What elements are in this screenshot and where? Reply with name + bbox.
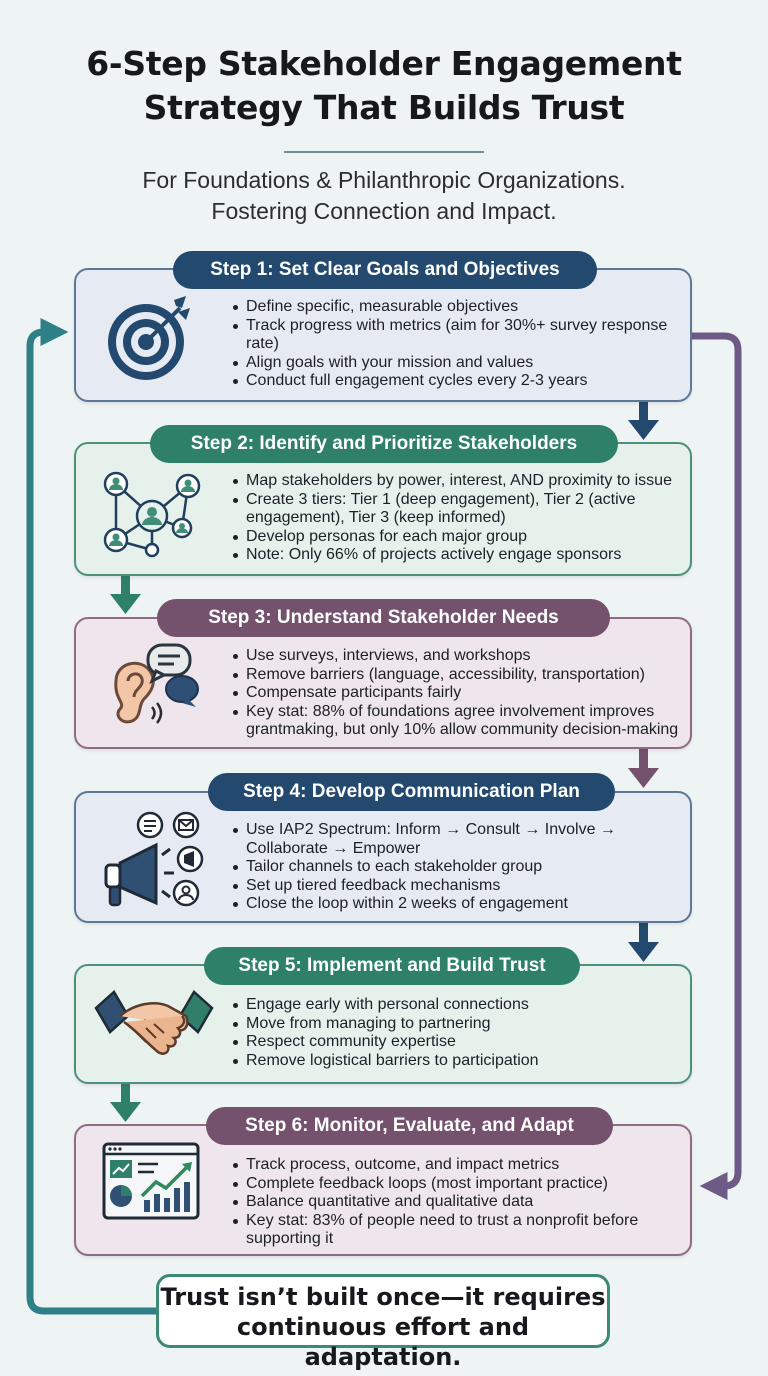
subtitle-line-2: Fostering Connection and Impact. [211, 198, 557, 224]
list-item: Map stakeholders by power, interest, AND proximity to issue [232, 472, 686, 491]
list-item: Remove logistical barriers to participation [232, 1052, 686, 1071]
list-item: Conduct full engagement cycles every 2-3 years [232, 372, 686, 391]
list-item: Use IAP2 Spectrum: Inform → Consult → Involve → Collaborate → Empower [232, 821, 686, 858]
list-item: Engage early with personal connections [232, 996, 686, 1015]
list-item: Tailor channels to each stakeholder group [232, 858, 686, 877]
target-icon [104, 294, 194, 384]
list-item: Balance quantitative and qualitative data [232, 1193, 686, 1212]
list-item: Align goals with your mission and values [232, 354, 686, 373]
step-4-bullets [232, 821, 686, 914]
list-item: Track progress with metrics (aim for 30%+ survey response rate) [232, 317, 686, 354]
megaphone-icon [96, 805, 206, 915]
list-item: Close the loop within 2 weeks of engagement [232, 895, 686, 914]
step-2-title: Step 2: Identify and Prioritize Stakeholders [150, 425, 618, 463]
step-4-title: Step 4: Develop Communication Plan [208, 773, 615, 811]
arrow-step4-to-step5 [628, 920, 659, 962]
step-5-bullets [232, 996, 686, 1070]
list-item: Key stat: 83% of people need to trust a nonprofit before supporting it [232, 1212, 686, 1249]
title-line-2: Strategy That Builds Trust [143, 88, 625, 127]
list-item: Respect community expertise [232, 1033, 686, 1052]
callout-line-2: continuous effort and adaptation. [236, 1313, 530, 1371]
step-3-title: Step 3: Understand Stakeholder Needs [157, 599, 610, 637]
list-item: Use surveys, interviews, and workshops [232, 647, 686, 666]
title-line-1: 6-Step Stakeholder Engagement [86, 44, 682, 83]
list-item: Develop personas for each major group [232, 528, 686, 547]
step-6-title: Step 6: Monitor, Evaluate, and Adapt [206, 1107, 613, 1145]
ear-speech-icon [102, 637, 202, 737]
network-icon [102, 470, 202, 560]
list-item: Move from managing to partnering [232, 1015, 686, 1034]
list-item: Track process, outcome, and impact metrics [232, 1156, 686, 1175]
subtitle-line-1: For Foundations & Philanthropic Organizations. [142, 167, 626, 193]
step-1-title: Step 1: Set Clear Goals and Objectives [173, 251, 597, 289]
handshake-icon [94, 986, 214, 1066]
step-3-bullets [232, 647, 686, 740]
list-item: Note: Only 66% of projects actively engage sponsors [232, 546, 686, 565]
step-5-title: Step 5: Implement and Build Trust [204, 947, 580, 985]
list-item: Set up tiered feedback mechanisms [232, 877, 686, 896]
step-6-bullets [232, 1156, 686, 1249]
list-item: Remove barriers (language, accessibility, transportation) [232, 666, 686, 685]
list-item: Compensate participants fairly [232, 684, 686, 703]
dashboard-chart-icon [102, 1142, 202, 1222]
arrow-step5-to-step6 [110, 1082, 141, 1122]
list-item: Key stat: 88% of foundations agree involvement improves grantmaking, but only 10% allow community decision-making [232, 703, 686, 740]
trust-callout [156, 1274, 610, 1371]
loop-line-right [692, 336, 738, 1186]
callout-line-1: Trust isn’t built once—it requires [160, 1283, 606, 1311]
step-1-bullets [232, 298, 686, 391]
list-item: Complete feedback loops (most important practice) [232, 1175, 686, 1194]
arrow-step2-to-step3 [110, 574, 141, 614]
step-2-bullets [232, 472, 686, 565]
list-item: Define specific, measurable objectives [232, 298, 686, 317]
list-item: Create 3 tiers: Tier 1 (deep engagement), Tier 2 (active engagement), Tier 3 (keep informed) [232, 491, 686, 528]
arrow-step1-to-step2 [628, 400, 659, 440]
arrow-step3-to-step4 [628, 748, 659, 788]
